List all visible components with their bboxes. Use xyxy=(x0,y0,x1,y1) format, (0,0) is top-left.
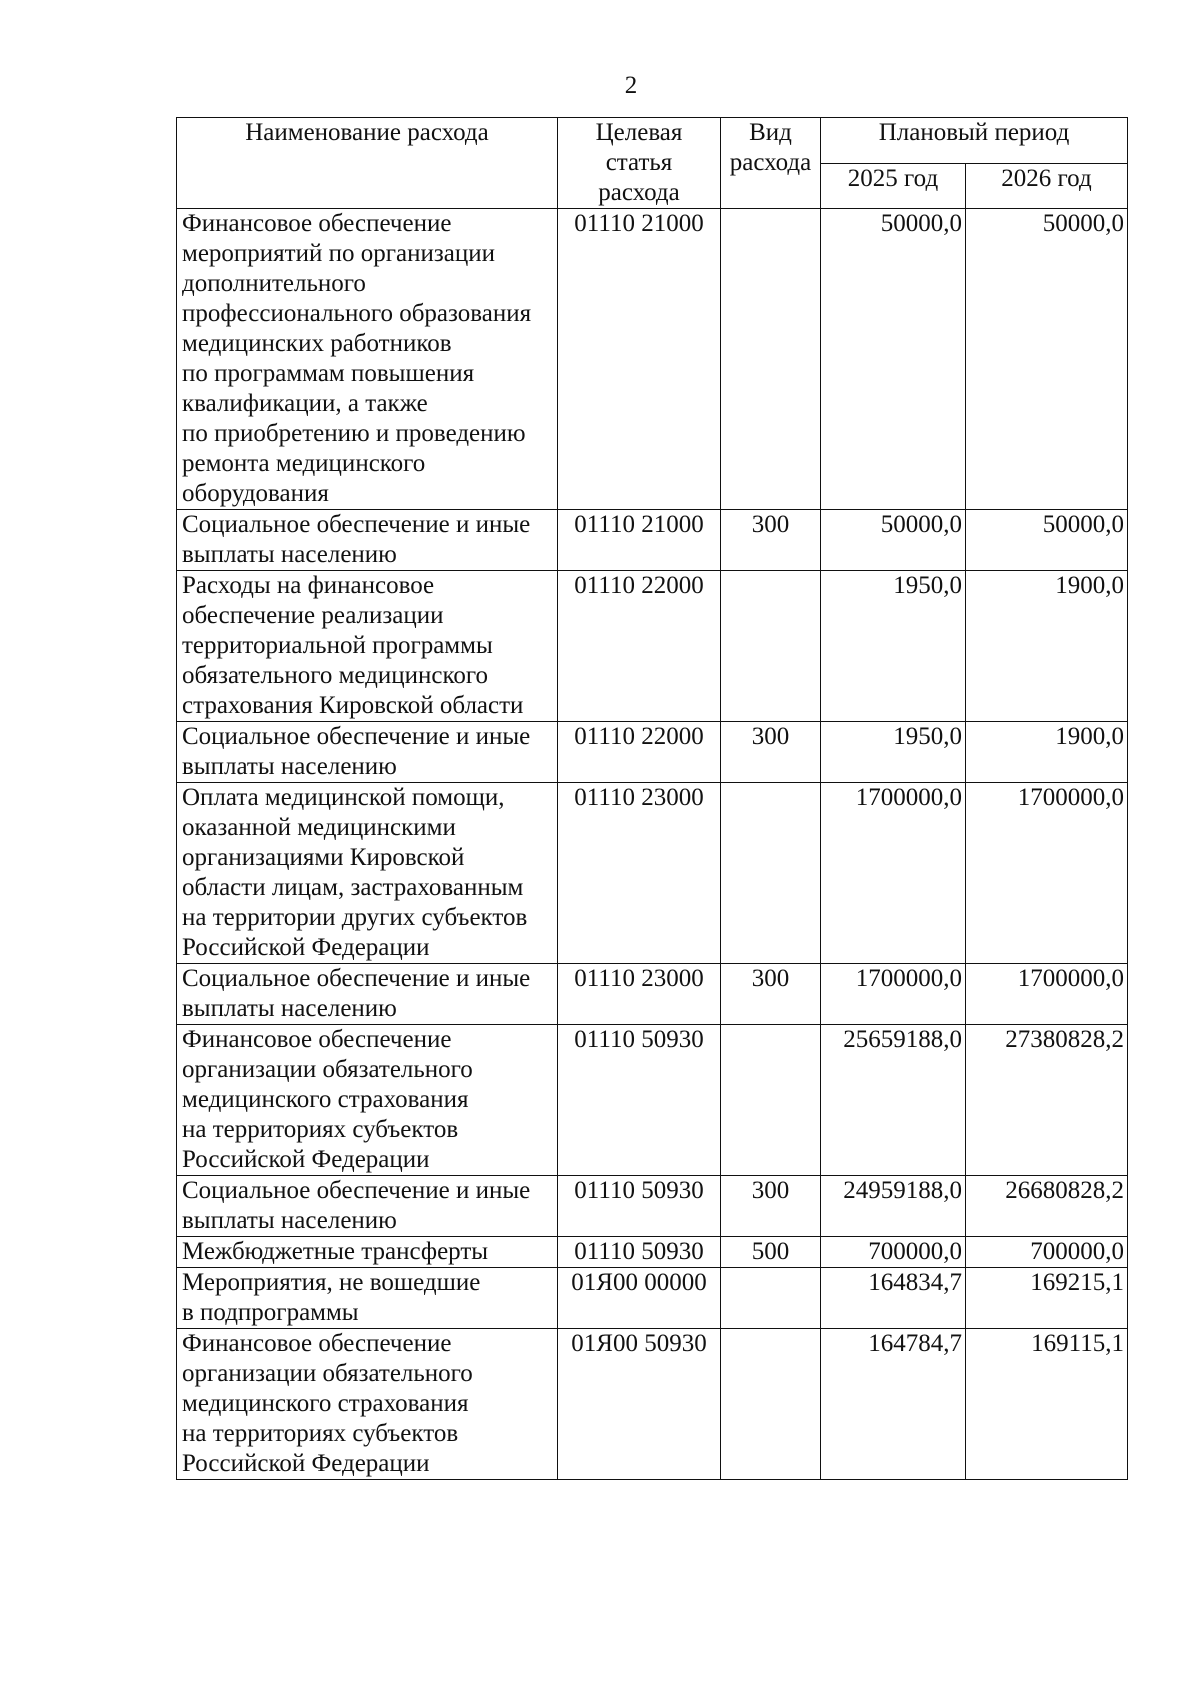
row-kind-cell xyxy=(721,209,821,510)
row-code-cell: 01Я00 50930 xyxy=(558,1329,721,1480)
row-2025-value-cell: 1950,0 xyxy=(821,571,966,722)
header-period: Плановый период xyxy=(821,118,1128,164)
row-2025-value-cell: 164784,7 xyxy=(821,1329,966,1480)
row-kind-cell xyxy=(721,1268,821,1329)
row-2026-value-cell: 1900,0 xyxy=(966,722,1128,783)
row-code-cell: 01110 21000 xyxy=(558,209,721,510)
row-code-cell: 01110 22000 xyxy=(558,571,721,722)
row-kind-cell: 300 xyxy=(721,722,821,783)
row-code-cell: 01110 50930 xyxy=(558,1176,721,1237)
row-2026-value-cell: 169215,1 xyxy=(966,1268,1128,1329)
row-2026-value-cell: 169115,1 xyxy=(966,1329,1128,1480)
row-code-cell: 01110 21000 xyxy=(558,510,721,571)
row-name-cell: Расходы на финансовое обеспечение реализации территориальной программы обязательного медицинского страхования Кировской области xyxy=(177,571,558,722)
row-code-cell: 01110 50930 xyxy=(558,1025,721,1176)
header-name: Наименование расхода xyxy=(177,118,558,209)
row-name-cell: Финансовое обеспечение мероприятий по организации дополнительного профессионального образования медицинских работников по программам повышения квалификации, а также по приобретению и проведению ремонта медицинского оборудования xyxy=(177,209,558,510)
row-code-cell: 01110 50930 xyxy=(558,1237,721,1268)
row-kind-cell xyxy=(721,783,821,964)
row-name-cell: Социальное обеспечение и иные выплаты населению xyxy=(177,722,558,783)
row-kind-cell xyxy=(721,1025,821,1176)
row-2025-value-cell: 164834,7 xyxy=(821,1268,966,1329)
table-row xyxy=(177,722,1128,783)
row-name-cell: Межбюджетные трансферты xyxy=(177,1237,558,1268)
row-2026-value-cell: 50000,0 xyxy=(966,209,1128,510)
row-2026-value-cell: 1700000,0 xyxy=(966,964,1128,1025)
row-name-cell: Финансовое обеспечение организации обязательного медицинского страхования на территориях субъектов Российской Федерации xyxy=(177,1025,558,1176)
row-kind-cell: 300 xyxy=(721,1176,821,1237)
row-kind-cell: 500 xyxy=(721,1237,821,1268)
row-2026-value-cell: 1700000,0 xyxy=(966,783,1128,964)
table-row xyxy=(177,1268,1128,1329)
row-name-cell: Мероприятия, не вошедшие в подпрограммы xyxy=(177,1268,558,1329)
row-2026-value-cell: 27380828,2 xyxy=(966,1025,1128,1176)
row-2026-value-cell: 26680828,2 xyxy=(966,1176,1128,1237)
header-year-2025: 2025 год xyxy=(821,163,966,209)
table-row xyxy=(177,209,1128,510)
row-2025-value-cell: 700000,0 xyxy=(821,1237,966,1268)
row-2026-value-cell: 700000,0 xyxy=(966,1237,1128,1268)
row-2026-value-cell: 1900,0 xyxy=(966,571,1128,722)
row-kind-cell: 300 xyxy=(721,964,821,1025)
row-name-cell: Финансовое обеспечение организации обязательного медицинского страхования на территориях субъектов Российской Федерации xyxy=(177,1329,558,1480)
row-name-cell: Оплата медицинской помощи, оказанной медицинскими организациями Кировской области лицам, застрахованным на территории других субъектов Российской Федерации xyxy=(177,783,558,964)
row-2025-value-cell: 24959188,0 xyxy=(821,1176,966,1237)
table-body xyxy=(177,209,1128,1480)
row-code-cell: 01110 22000 xyxy=(558,722,721,783)
header-code: Целевая статья расхода xyxy=(558,118,721,209)
table-row xyxy=(177,510,1128,571)
header-kind: Вид расхода xyxy=(721,118,821,209)
row-kind-cell: 300 xyxy=(721,510,821,571)
row-code-cell: 01Я00 00000 xyxy=(558,1268,721,1329)
row-2026-value-cell: 50000,0 xyxy=(966,510,1128,571)
row-kind-cell xyxy=(721,1329,821,1480)
table-row xyxy=(177,571,1128,722)
row-name-cell: Социальное обеспечение и иные выплаты населению xyxy=(177,510,558,571)
row-name-cell: Социальное обеспечение и иные выплаты населению xyxy=(177,1176,558,1237)
row-2025-value-cell: 1700000,0 xyxy=(821,964,966,1025)
row-2025-value-cell: 1700000,0 xyxy=(821,783,966,964)
row-name-cell: Социальное обеспечение и иные выплаты населению xyxy=(177,964,558,1025)
page-number: 2 xyxy=(624,72,638,99)
row-code-cell: 01110 23000 xyxy=(558,964,721,1025)
row-code-cell: 01110 23000 xyxy=(558,783,721,964)
header-year-2026: 2026 год xyxy=(966,163,1128,209)
table-row xyxy=(177,783,1128,964)
row-2025-value-cell: 50000,0 xyxy=(821,510,966,571)
table-header xyxy=(177,118,1128,209)
table-row xyxy=(177,1025,1128,1176)
row-2025-value-cell: 25659188,0 xyxy=(821,1025,966,1176)
row-kind-cell xyxy=(721,571,821,722)
budget-table xyxy=(176,117,1128,1480)
row-2025-value-cell: 1950,0 xyxy=(821,722,966,783)
table-row xyxy=(177,964,1128,1025)
table-row xyxy=(177,1176,1128,1237)
row-2025-value-cell: 50000,0 xyxy=(821,209,966,510)
table-row xyxy=(177,1329,1128,1480)
table-row xyxy=(177,1237,1128,1268)
